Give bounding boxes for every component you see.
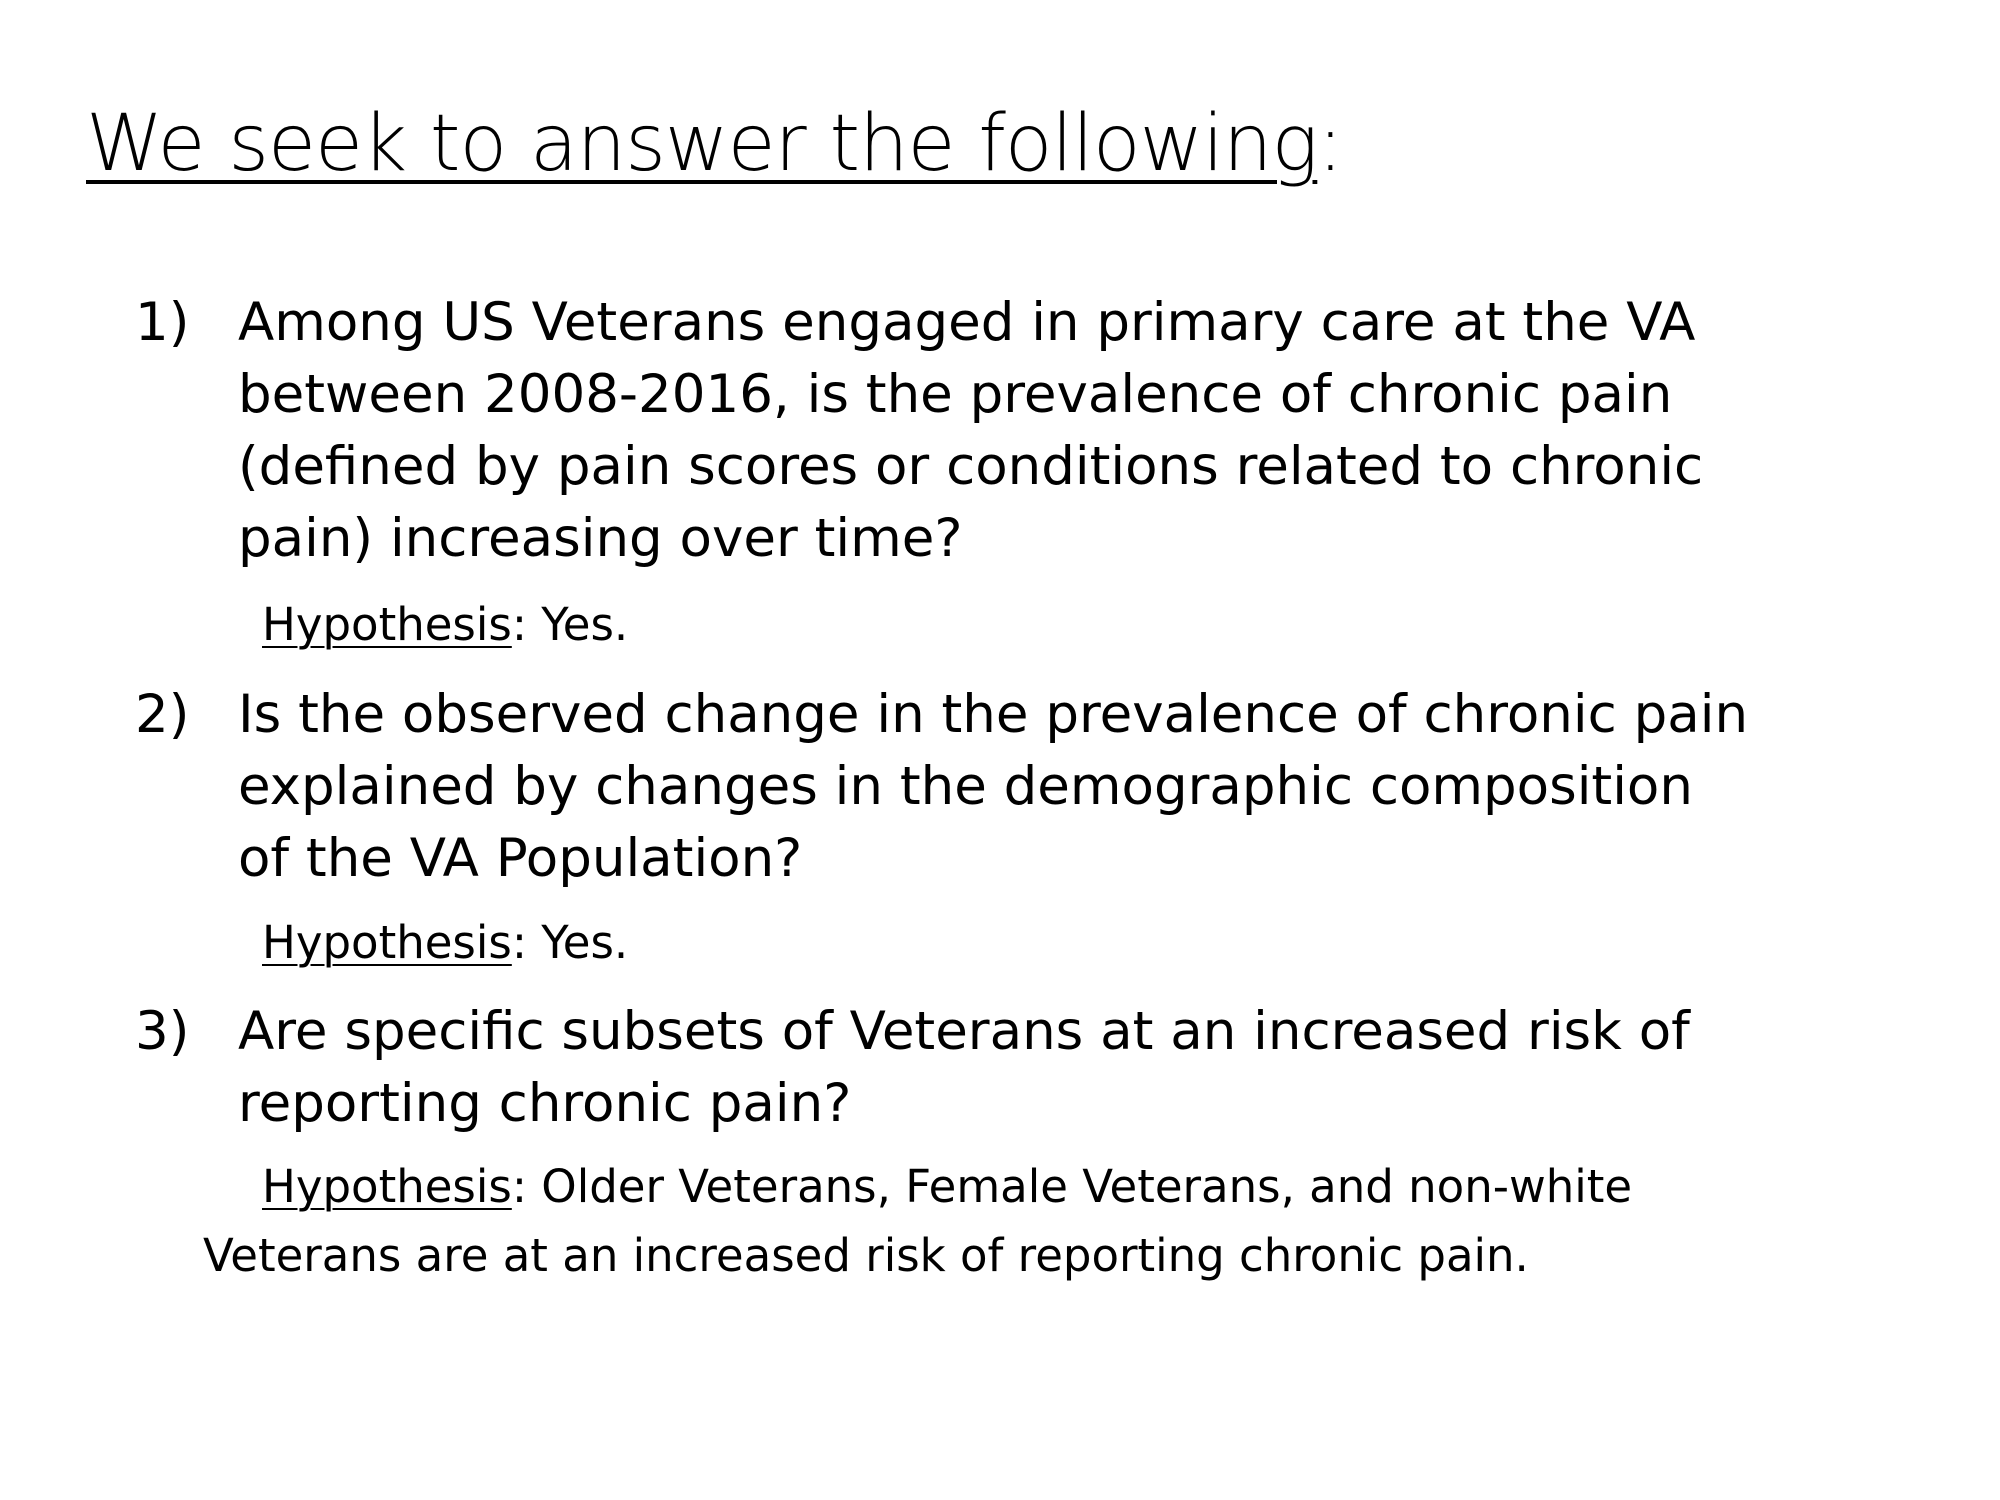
question-3-text: Are specific subsets of Veterans at an increased risk of reporting chronic pain?	[238, 1001, 1690, 1134]
question-3-hypothesis-sep: :	[511, 1160, 542, 1213]
question-3-number: 3)	[135, 1001, 190, 1062]
question-2-text: Is the observed change in the prevalence of chronic pain explained by changes in the demographic composition of the VA Population?	[238, 684, 1749, 889]
question-3-hypothesis-text: Older Veterans, Female Veterans, and non-white Veterans are at an increased risk of reporting chronic pain.	[203, 1160, 1633, 1282]
question-2-hypothesis-text: Yes.	[541, 916, 629, 969]
question-1-hypothesis-text: Yes.	[541, 598, 629, 651]
question-1-hypothesis	[262, 590, 1762, 659]
question-3-hypothesis	[203, 1152, 1703, 1290]
slide-title-underlined: We seek to answer the following	[86, 99, 1318, 189]
question-3-hypothesis-label: Hypothesis	[262, 1160, 512, 1213]
question-1-hypothesis-label: Hypothesis	[262, 598, 512, 651]
question-1-hypothesis-sep: :	[511, 598, 542, 651]
question-2-hypothesis-label: Hypothesis	[262, 916, 512, 969]
slide-title-colon: :	[1317, 99, 1343, 189]
question-1-number: 1)	[135, 292, 190, 353]
slide-title	[86, 96, 1343, 192]
question-2-hypothesis-sep: :	[511, 916, 542, 969]
question-2-hypothesis	[262, 908, 1762, 977]
question-2-number: 2)	[135, 684, 190, 745]
question-1-text: Among US Veterans engaged in primary care at the VA between 2008-2016, is the prevalence of chronic pain (defined by pain scores or conditions related to chronic pain) increasing over time?	[238, 292, 1704, 569]
